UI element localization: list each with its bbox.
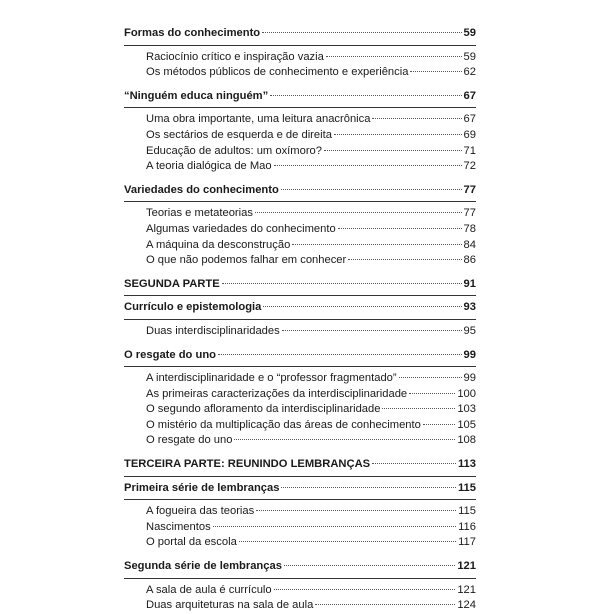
entry-title: O mistério da multiplicação das áreas de conhecimento [146,418,421,431]
toc-entry [124,253,476,269]
toc-entry [124,402,476,418]
section-rule [124,499,476,500]
entry-title: A sala de aula é currículo [146,583,272,596]
dot-leader [282,330,462,331]
entry-title: A fogueira das teorias [146,505,255,518]
toc-entry [124,238,476,254]
toc-section-heading [124,559,476,575]
section-title: O resgate do uno [124,348,216,361]
section-title: Primeira série de lembranças [124,481,280,494]
section-page: 59 [463,27,476,39]
dot-leader [270,95,461,96]
toc-entry [124,159,476,175]
section-page: 115 [457,481,476,494]
dot-leader [281,487,455,488]
dot-leader [338,228,462,229]
toc-entry [124,387,476,403]
dot-leader [274,165,462,166]
entry-page: 84 [463,238,476,251]
toc-section-heading [124,481,476,497]
entry-title: Algumas variedades do conhecimento [146,222,336,235]
dot-leader [410,71,461,72]
entry-title: Duas interdisciplinaridades [146,324,280,337]
entry-page: 105 [457,418,476,431]
entry-page: 124 [457,599,476,612]
entry-title: O portal da escola [146,536,237,549]
entry-title: As primeiras caracterizações da interdisciplinaridade [146,387,408,400]
entry-page: 121 [457,583,476,596]
toc-entry [124,50,476,66]
toc-part-heading [124,457,476,473]
part-title: SEGUNDA PARTE [124,277,220,290]
section-title: Segunda série de lembranças [124,560,282,573]
entry-title: Nascimentos [146,520,211,533]
section-title: “Ninguém educa ninguém” [124,89,269,102]
dot-leader [324,150,462,151]
toc-entry [124,583,476,599]
dot-leader [274,589,456,590]
section-page: 77 [463,183,476,196]
toc-entry [124,324,476,340]
section-page: 121 [457,560,476,573]
entry-page: 108 [457,434,476,447]
toc-entry [124,520,476,536]
entry-page: 71 [463,144,476,157]
toc-entry [124,222,476,238]
entry-page: 117 [458,536,476,549]
entry-title: A máquina da desconstrução [146,238,291,251]
entry-page: 116 [458,520,476,533]
entry-page: 103 [457,403,476,416]
entry-title: O que não podemos falhar em conhecer [146,254,347,267]
dot-leader [234,439,455,440]
dot-leader [263,306,461,307]
section-rule [124,201,476,202]
entry-page: 69 [463,128,476,141]
toc-part-heading [124,277,476,293]
toc-entry [124,112,476,128]
entry-title: O segundo afloramento da interdisciplinaridade [146,403,381,416]
part-title: TERCEIRA PARTE: REUNINDO LEMBRANÇAS [124,458,371,471]
dot-leader [213,526,456,527]
dot-leader [372,118,461,119]
entry-page: 62 [463,66,476,79]
toc-entry [124,418,476,434]
entry-title: Uma obra importante, uma leitura anacrônica [146,113,371,126]
entry-page: 100 [457,387,476,400]
toc-entry [124,371,476,387]
dot-leader [315,604,455,605]
section-title: Currículo e epistemologia [124,301,262,314]
dot-leader [372,463,456,464]
dot-leader [334,134,462,135]
part-page: 113 [457,458,476,471]
entry-title: Educação de adultos: um oxímoro? [146,144,322,157]
dot-leader [239,541,456,542]
dot-leader [255,212,462,213]
entry-page: 86 [463,254,476,267]
toc-section-heading [124,89,476,105]
entry-page: 67 [463,113,476,126]
dot-leader [423,424,455,425]
entry-page: 115 [458,505,476,518]
dot-leader [326,56,462,57]
toc-section-heading [124,26,476,42]
entry-page: 77 [463,207,476,220]
dot-leader [292,244,461,245]
dot-leader [222,283,462,284]
dot-leader [284,565,455,566]
toc-entry [124,535,476,551]
entry-page: 99 [463,372,476,385]
dot-leader [262,32,461,33]
entry-page: 59 [463,50,476,63]
toc-entry [124,504,476,520]
entry-title: Raciocínio crítico e inspiração vazia [146,50,324,63]
toc-entry [124,65,476,81]
dot-leader [218,354,462,355]
toc-section-heading [124,183,476,199]
dot-leader [281,189,462,190]
section-rule [124,295,476,296]
section-rule [124,476,476,477]
entry-title: A interdisciplinaridade e o “professor fragmentado” [146,372,397,385]
section-page: 67 [463,89,476,102]
entry-title: O resgate do uno [146,434,233,447]
dot-leader [382,408,455,409]
entry-title: Duas arquiteturas na sala de aula [146,599,314,612]
entry-page: 72 [463,160,476,173]
section-page: 93 [463,301,476,314]
toc-section-heading [124,348,476,364]
toc-entry [124,128,476,144]
section-page: 99 [463,348,476,361]
table-of-contents [124,26,476,614]
dot-leader [399,377,462,378]
section-rule [124,578,476,579]
section-rule [124,319,476,320]
entry-title: Teorias e metateorias [146,207,253,220]
entry-title: Os sectários de esquerda e de direita [146,128,332,141]
section-title: Formas do conhecimento [124,27,261,39]
toc-section-heading [124,300,476,316]
toc-entry [124,144,476,160]
dot-leader [256,510,456,511]
toc-entry [124,433,476,449]
section-rule [124,107,476,108]
section-title: Variedades do conhecimento [124,183,279,196]
part-page: 91 [463,277,476,290]
entry-title: A teoria dialógica de Mao [146,160,272,173]
dot-leader [409,393,455,394]
toc-entry [124,598,476,614]
section-rule [124,366,476,367]
entry-page: 95 [463,324,476,337]
entry-page: 78 [463,222,476,235]
entry-title: Os métodos públicos de conhecimento e experiência [146,66,409,79]
section-rule [124,45,476,46]
toc-entry [124,206,476,222]
dot-leader [348,259,461,260]
